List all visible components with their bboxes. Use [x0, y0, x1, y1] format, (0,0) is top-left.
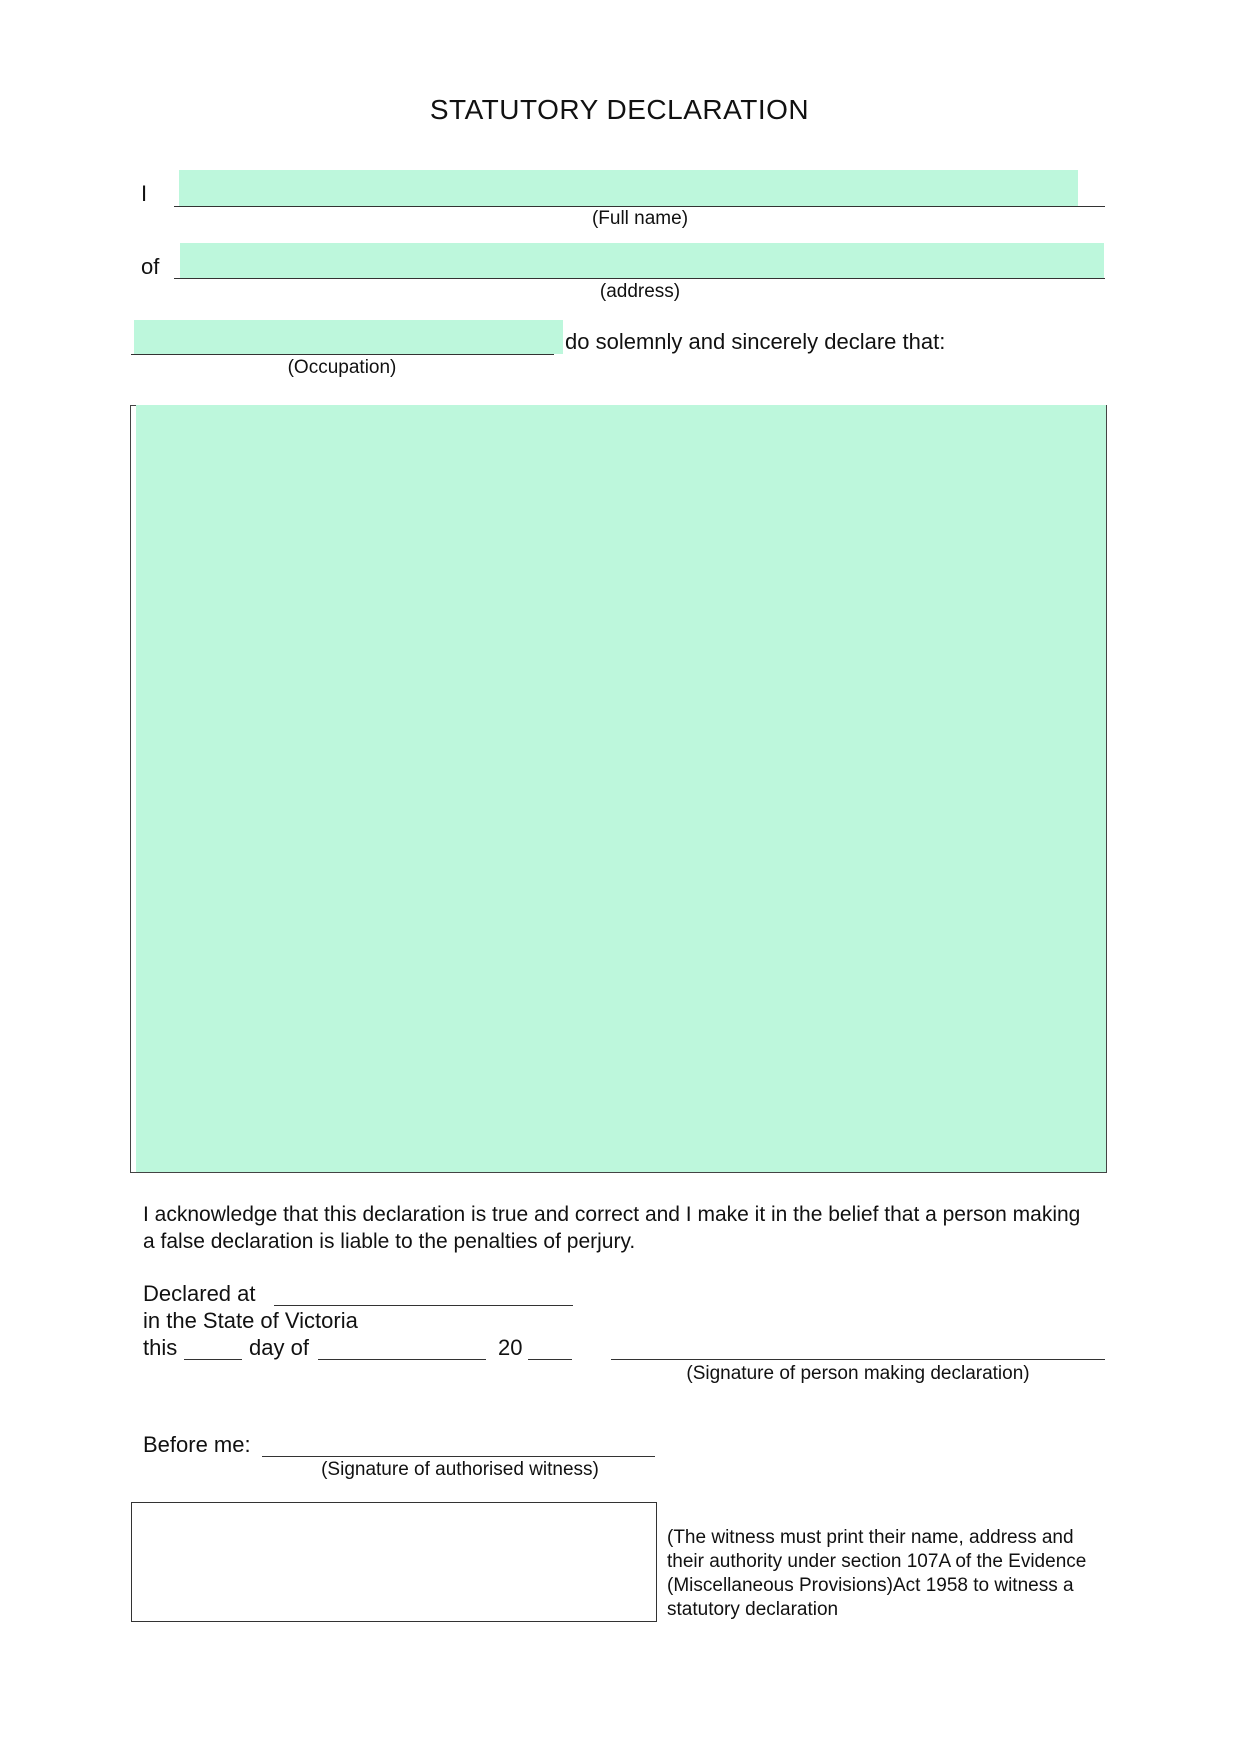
day-of-label: day of [249, 1335, 309, 1360]
year-line[interactable] [528, 1359, 572, 1360]
witness-signature-line[interactable] [262, 1456, 655, 1457]
address-field[interactable] [180, 243, 1104, 278]
declared-at-label: Declared at [143, 1281, 256, 1306]
occupation-rule [131, 354, 554, 355]
before-me-label: Before me: [143, 1432, 251, 1457]
declarant-signature-line[interactable] [611, 1359, 1105, 1360]
state-label: in the State of Victoria [143, 1308, 358, 1333]
month-line[interactable] [318, 1359, 486, 1360]
declared-at-line[interactable] [274, 1305, 573, 1306]
day-line[interactable] [184, 1359, 242, 1360]
occupation-field[interactable] [134, 320, 563, 354]
declaration-text-area[interactable] [136, 405, 1106, 1172]
witness-details-box[interactable] [131, 1502, 657, 1622]
declarant-signature-hint: (Signature of person making declaration) [686, 1363, 1030, 1384]
witness-signature-hint: (Signature of authorised witness) [321, 1459, 599, 1480]
page-title: STATUTORY DECLARATION [429, 94, 810, 125]
address-prefix-label: of [141, 254, 160, 279]
witness-note: (The witness must print their name, address and their authority under section 107A of the Evidence (Miscellaneous Provisions)Act 1958 to witness a statutory declaration [667, 1527, 1087, 1620]
declare-statement: do solemnly and sincerely declare that: [565, 329, 946, 354]
this-label: this [143, 1335, 178, 1360]
acknowledgement-text: I acknowledge that this declaration is true and correct and I make it in the belief that a person making a false declaration is liable to the penalties of perjury. [143, 1203, 1081, 1253]
full-name-field[interactable] [179, 170, 1078, 206]
address-rule [174, 278, 1105, 279]
name-prefix-label: I [141, 181, 148, 206]
full-name-rule [174, 206, 1105, 207]
occupation-hint: (Occupation) [287, 357, 397, 378]
full-name-hint: (Full name) [591, 208, 689, 229]
address-hint: (address) [599, 281, 681, 302]
year-prefix-label: 20 [498, 1335, 523, 1360]
